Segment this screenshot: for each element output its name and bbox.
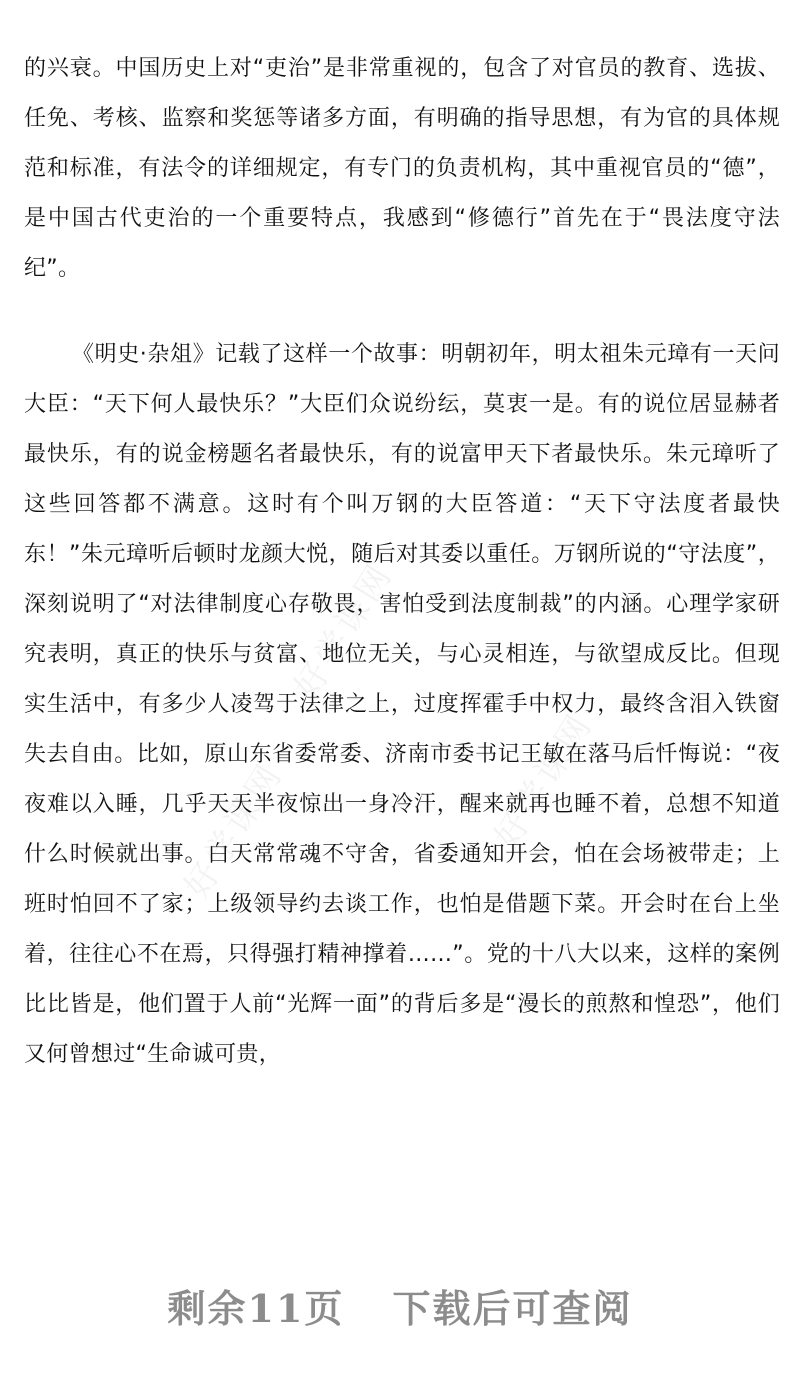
paragraph: 的兴衰。中国历史上对“吏治”是非常重视的，包含了对官员的教育、选拔、任免、考核、监察和奖惩等诸多方面，有明确的指导思想，有为官的具体规范和标准，有法令的详细规定，有专门的负责机构，其中重视官员的“德”，是中国古代吏治的一个重要特点，我感到“修德行”首先在于“畏法度守法纪”。 <box>24 56 780 281</box>
paragraph: 《明史·杂俎》记载了这样一个故事：明朝初年，明太祖朱元璋有一天问大臣：“天下何人最快乐？”大臣们众说纷纭，莫衷一是。有的说位居显赫者最快乐，有的说金榜题名者最快乐，有的说富甲天下者最快乐。朱元璋听了这些回答都不满意。这时有个叫万钢的大臣答道：“天下守法度者最快东！”朱元璋听后顿时龙颜大悦，随后对其委以重任。万钢所说的“守法度”，深刻说明了“对法律制度心存敬畏，害怕受到法度制裁”的内涵。心理学家研究表明，真正的快乐与贫富、地位无关，与心灵相连，与欲望成反比。但现实生活中，有多少人凌驾于法律之上，过度挥霍手中权力，最终含泪入铁窗失去自由。比如，原山东省委常委、济南市委书记王敏在落马后忏悔说：“夜夜难以入睡，几乎天天半夜惊出一身冷汗，醒来就再也睡不着，总想不知道什么时候就出事。白天常常魂不守舍，省委通知开会，怕在会场被带走；上班时怕回不了家；上级领导约去谈工作，也怕是借题下菜。开会时在台上坐着，往往心不在焉，只得强打精神撑着……”。党的十八大以来，这样的案例比比皆是，他们置于人前“光辉一面”的背后多是“漫长的煎熬和惶恐”，他们又何曾想过“生命诚可贵， <box>24 342 780 1067</box>
download-to-view-label: 下载后可查阅 <box>392 1286 633 1331</box>
watermark: 好学课网 <box>176 755 292 906</box>
remaining-pages-label: 剩余11页 <box>167 1286 345 1331</box>
watermark: 好学课网 <box>286 555 402 706</box>
preview-limit-banner[interactable] <box>0 1278 800 1333</box>
document-body <box>24 44 780 1080</box>
watermark: 好学课网 <box>486 705 602 856</box>
